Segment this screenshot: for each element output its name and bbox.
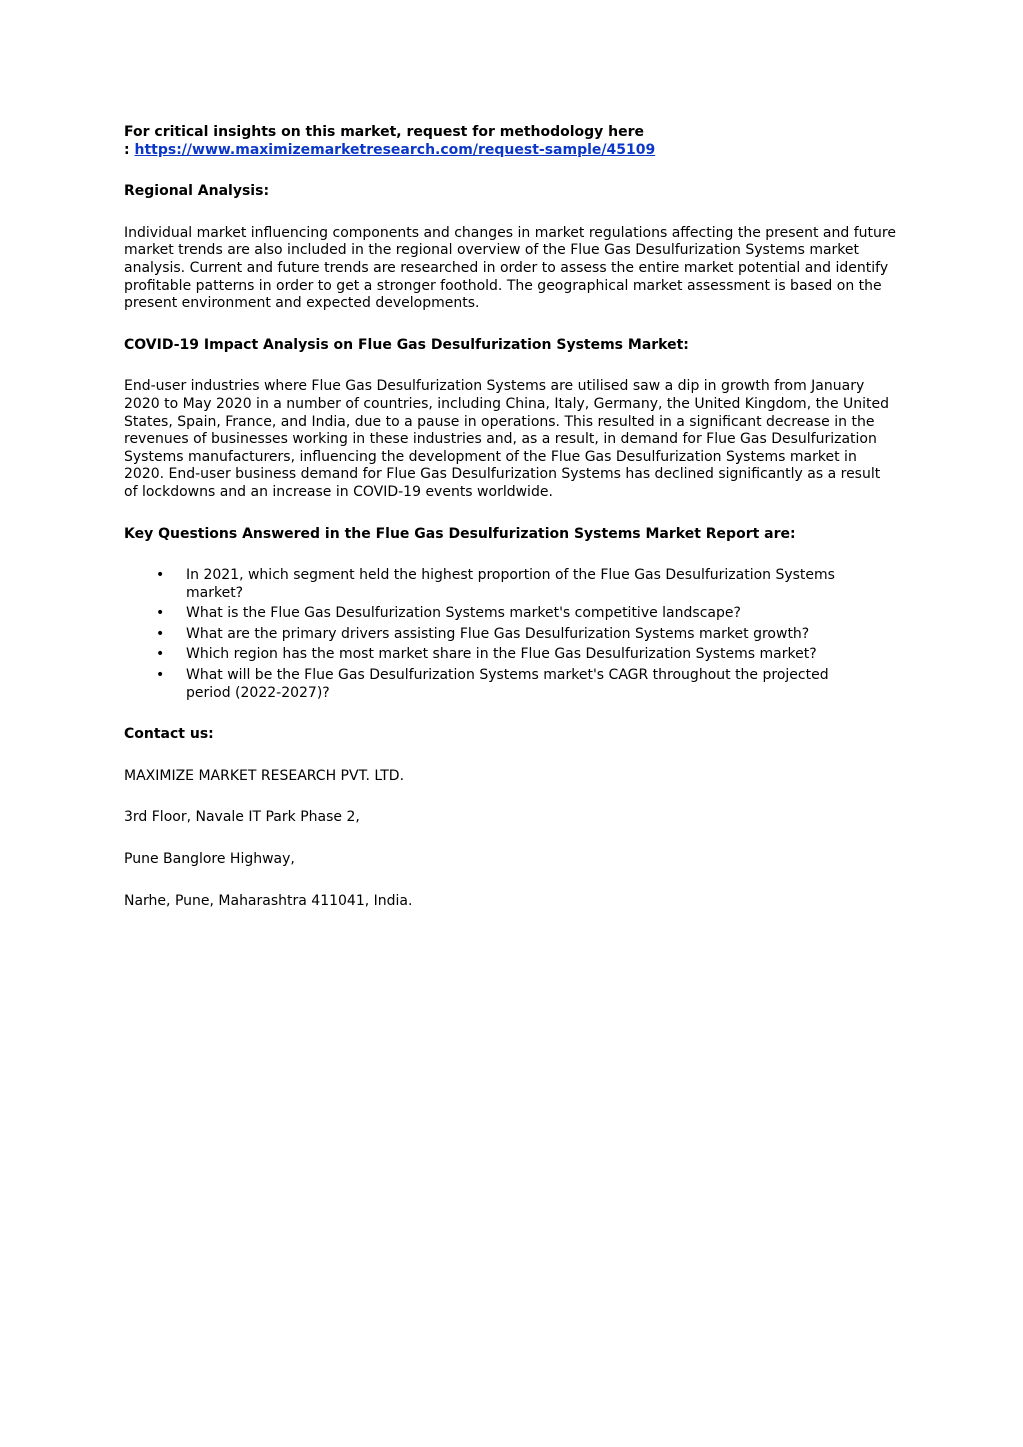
bullet-icon: •: [156, 667, 165, 684]
list-item: [124, 567, 876, 602]
regional-analysis-body: Individual market influencing components and changes in market regulations affecting the present and future market trends are also included in the regional overview of the Flue Gas Desulfurization Systems market analysis. Current and future trends are researched in order to assess the entire market potential and identify profitable patterns in order to get a stronger foothold. The geographical market assessment is based on the present environment and expected developments.: [124, 224, 896, 312]
request-sample-link[interactable]: https://www.maximizemarketresearch.com/request-sample/45109: [134, 141, 656, 158]
regional-analysis-heading: Regional Analysis:: [124, 183, 270, 200]
list-item: [124, 646, 876, 664]
company-name: MAXIMIZE MARKET RESEARCH PVT. LTD.: [124, 767, 405, 784]
bullet-icon: •: [156, 567, 165, 584]
methodology-intro: [124, 124, 896, 159]
bullet-icon: •: [156, 605, 165, 622]
question-text: What will be the Flue Gas Desulfurization Systems market's CAGR throughout the projected period (2022-2027)?: [186, 667, 829, 701]
methodology-prefix: :: [124, 141, 135, 158]
covid-impact-heading: COVID-19 Impact Analysis on Flue Gas Desulfurization Systems Market:: [124, 336, 689, 353]
address-line-3: Narhe, Pune, Maharashtra 411041, India.: [124, 892, 413, 909]
bullet-icon: •: [156, 646, 165, 663]
question-text: In 2021, which segment held the highest proportion of the Flue Gas Desulfurization Systems market?: [186, 567, 835, 601]
list-item: [124, 667, 876, 702]
question-text: What are the primary drivers assisting Flue Gas Desulfurization Systems market growth?: [186, 625, 810, 642]
question-text: Which region has the most market share in the Flue Gas Desulfurization Systems market?: [186, 646, 817, 663]
address-line-2: Pune Banglore Highway,: [124, 851, 295, 868]
methodology-text: For critical insights on this market, request for methodology here: [124, 124, 645, 140]
list-item: [124, 605, 876, 623]
question-text: What is the Flue Gas Desulfurization Systems market's competitive landscape?: [186, 605, 741, 622]
bullet-icon: •: [156, 625, 165, 642]
key-questions-list: [124, 567, 896, 702]
contact-heading: Contact us:: [124, 726, 214, 743]
key-questions-heading: Key Questions Answered in the Flue Gas Desulfurization Systems Market Report are:: [124, 525, 796, 542]
list-item: [124, 626, 876, 644]
covid-impact-body: End-user industries where Flue Gas Desulfurization Systems are utilised saw a dip in growth from January 2020 to May 2020 in a number of countries, including China, Italy, Germany, the United Kingdom, the United States, Spain, France, and India, due to a pause in operations. This resulted in a significant decrease in the revenues of businesses working in these industries and, as a result, in demand for Flue Gas Desulfurization Systems manufacturers, influencing the development of the Flue Gas Desulfurization Systems market in 2020. End-user business demand for Flue Gas Desulfurization Systems has declined significantly as a result of lockdowns and an increase in COVID-19 events worldwide.: [124, 378, 890, 500]
document-page: [124, 124, 896, 934]
address-line-1: 3rd Floor, Navale IT Park Phase 2,: [124, 809, 360, 826]
